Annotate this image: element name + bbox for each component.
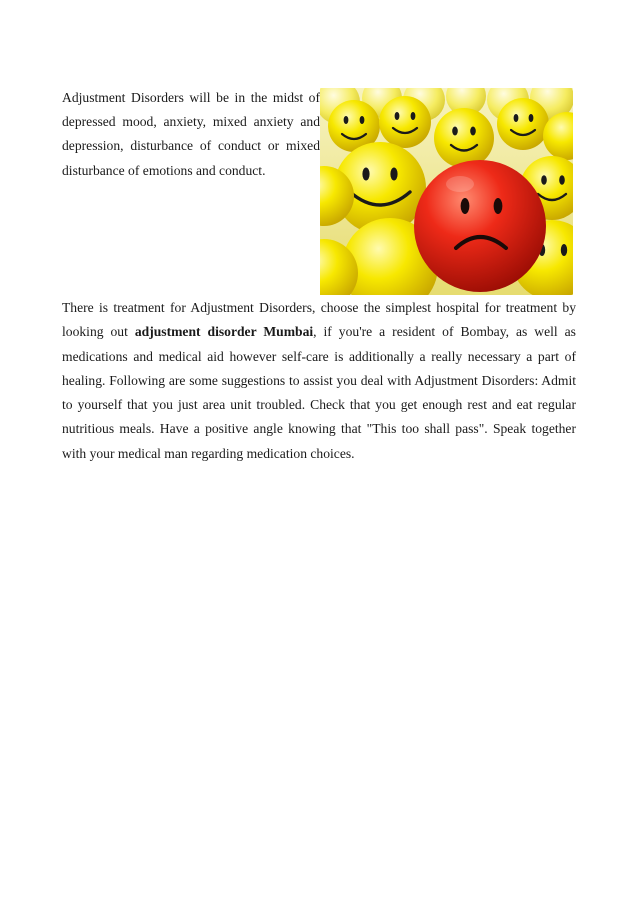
body-text-before: There is treatment for Adjustment Disorders, choose the simplest hospital for treatment by looking out: [62, 300, 576, 340]
keyword-adjustment-disorder-mumbai: adjustment disorder Mumbai: [134, 324, 314, 340]
intro-paragraph: Adjustment Disorders will be in the midst of depressed mood, anxiety, mixed anxiety and depression, disturbance of conduct or mixed disturbance of emotions and conduct.: [62, 90, 320, 178]
sad-face-ball: [414, 160, 546, 292]
body-text-after: , if you're a resident of Bombay, as well as medications and medical aid however self-care is additionally a really necessary a part of healing. Following are some suggestions to assist you deal with Adjustment Disorders: Admit to yourself that you just area unit troubled. Check that you get enough rest and eat regular nutritious meals. Have a positive angle knowing that "This too shall pass". Speak together with your medical man regarding medication choices.: [62, 324, 576, 461]
body-paragraph: [62, 296, 576, 466]
smiley-faces-image: [320, 88, 573, 295]
smiley-ball: [379, 96, 431, 148]
smiley-ball: [434, 108, 494, 168]
smiley-ball: [497, 98, 549, 150]
